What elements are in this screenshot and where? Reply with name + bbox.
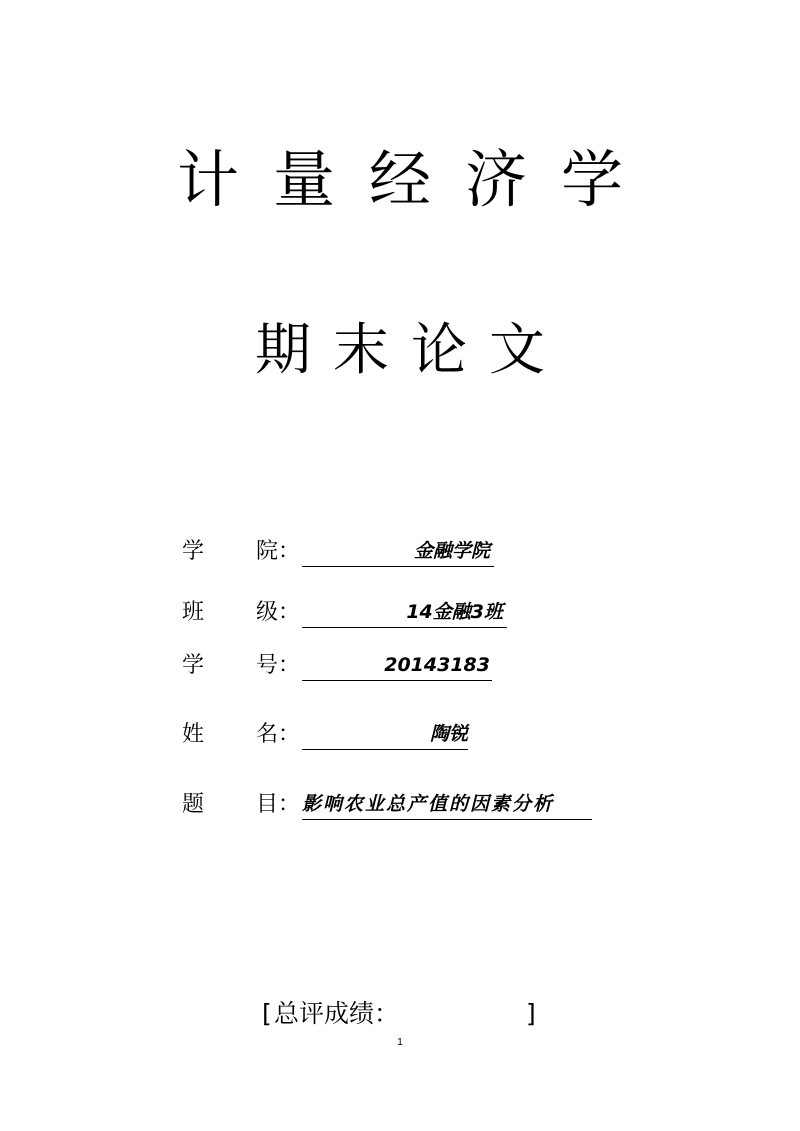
field-value-name: 陶锐 xyxy=(302,720,468,750)
field-label-char: 题 xyxy=(182,792,205,817)
field-colon: ： xyxy=(278,722,301,747)
field-label xyxy=(182,720,302,750)
field-colon: ： xyxy=(278,600,301,625)
field-topic xyxy=(182,784,592,820)
field-colon: ： xyxy=(278,653,301,678)
field-college xyxy=(182,531,494,567)
field-value-topic: 影响农业总产值的因素分析 xyxy=(302,790,592,820)
field-value-college: 金融学院 xyxy=(302,537,494,567)
document-subtitle: 期末论文 xyxy=(255,318,567,383)
page-number: 1 xyxy=(397,1037,403,1048)
field-label-char: 学 xyxy=(182,653,205,678)
field-label-char: 名 xyxy=(256,722,279,747)
field-label-char: 班 xyxy=(182,600,205,625)
field-value-class: 14金融3班 xyxy=(302,598,507,628)
field-label-char: 号 xyxy=(256,653,279,678)
field-label-char: 院 xyxy=(256,539,279,564)
grade-bracket-left: [ xyxy=(262,999,272,1028)
grade-label: 总评成绩： xyxy=(274,999,400,1028)
field-label xyxy=(182,598,302,628)
field-class xyxy=(182,592,507,628)
field-colon: ： xyxy=(278,539,301,564)
field-label xyxy=(182,790,302,820)
field-label-char: 目 xyxy=(256,792,279,817)
field-label-char: 姓 xyxy=(182,722,205,747)
field-label xyxy=(182,537,302,567)
grade-bracket-right: ] xyxy=(526,999,536,1028)
document-title: 计量经济学 xyxy=(176,143,657,216)
field-label-char: 学 xyxy=(182,539,205,564)
field-label-char: 级 xyxy=(256,600,279,625)
field-value-student-id: 20143183 xyxy=(302,651,492,681)
field-label xyxy=(182,651,302,681)
field-name xyxy=(182,714,468,750)
field-colon: ： xyxy=(278,792,301,817)
total-grade xyxy=(262,994,552,1034)
field-student-id xyxy=(182,645,492,681)
